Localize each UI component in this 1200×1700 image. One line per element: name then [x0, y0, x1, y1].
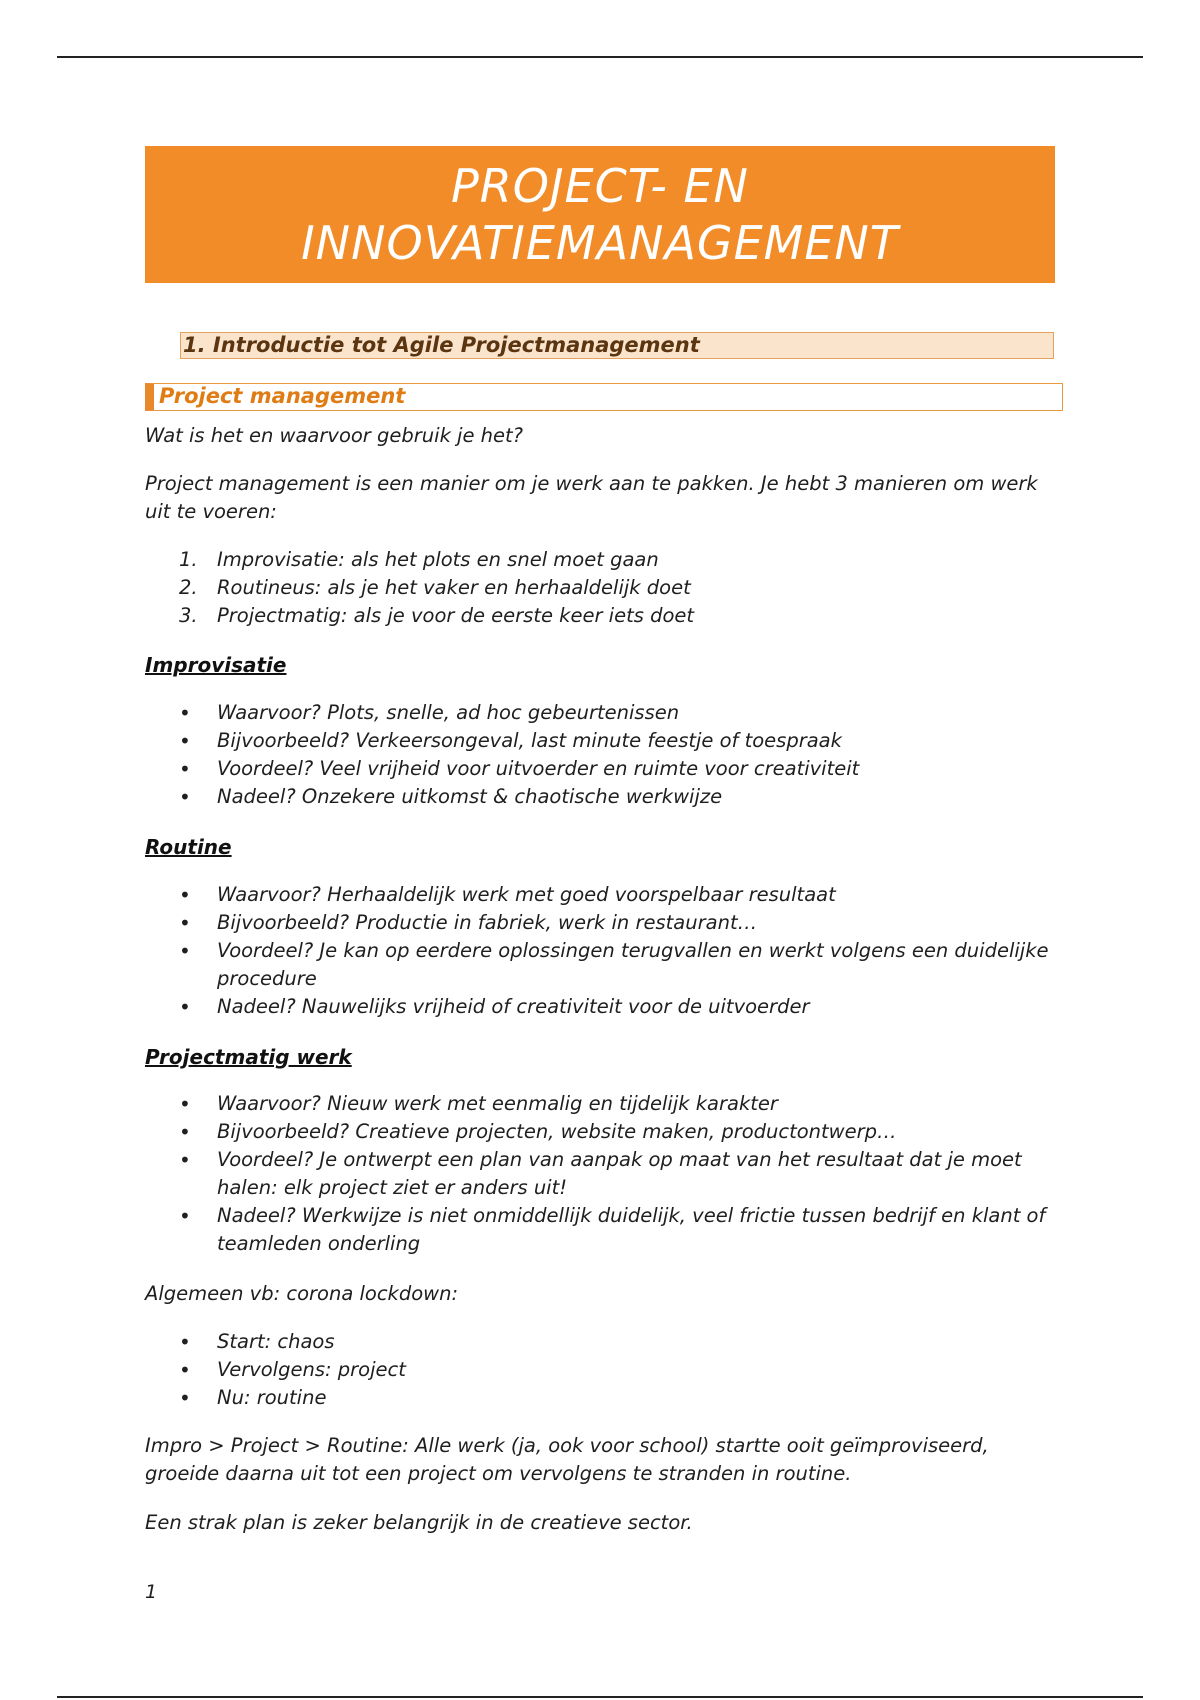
bullet-icon: •: [179, 1092, 191, 1116]
list-item-text: Waarvoor? Nieuw werk met eenmalig en tijdelijk karakter: [217, 1092, 778, 1115]
bullet-icon: •: [179, 883, 191, 907]
example-intro: Algemeen vb: corona lockdown:: [145, 1282, 459, 1305]
question-paragraph: Wat is het en waarvoor gebruik je het?: [145, 424, 524, 447]
list-item: [145, 1090, 1065, 1118]
list-item: [145, 699, 1065, 727]
list-item: [145, 1384, 1065, 1412]
bullet-icon: •: [179, 701, 191, 725]
list-item-text: Voordeel? Veel vrijheid voor uitvoerder en ruimte voor creativiteit: [217, 757, 860, 780]
list-item: [145, 1356, 1065, 1384]
list-item: [145, 602, 1065, 630]
list-number: 3.: [179, 604, 198, 627]
list-item: [145, 993, 1065, 1021]
list-item-text: Routineus: als je het vaker en herhaaldelijk doet: [217, 576, 691, 599]
bullet-icon: •: [179, 911, 191, 935]
bullet-icon: •: [179, 785, 191, 809]
list-item-text: Bijvoorbeeld? Creatieve projecten, website maken, productontwerp…: [217, 1120, 897, 1143]
list-item-text: Bijvoorbeeld? Verkeersongeval, last minute feestje of toespraak: [217, 729, 842, 752]
list-item-text: Nadeel? Werkwijze is niet onmiddellijk duidelijk, veel frictie tussen bedrijf en klant of teamleden onderling: [217, 1204, 1046, 1255]
list-item-text: Nadeel? Nauwelijks vrijheid of creativiteit voor de uitvoerder: [217, 995, 810, 1018]
intro-paragraph: Project management is een manier om je werk aan te pakken. Je hebt 3 manieren om werk uit te voeren:: [145, 472, 1038, 523]
list-item: [145, 909, 1065, 937]
bottom-rule: [57, 1696, 1143, 1698]
bullet-icon: •: [179, 1330, 191, 1354]
closing-paragraph: Een strak plan is zeker belangrijk in de creatieve sector.: [145, 1511, 693, 1534]
title-banner: [145, 146, 1055, 283]
page-number: 1: [145, 1581, 158, 1603]
title-line-2: INNOVATIEMANAGEMENT: [301, 215, 899, 270]
list-number: 2.: [179, 576, 198, 599]
list-item: [145, 1146, 1065, 1202]
list-item-text: Voordeel? Je kan op eerdere oplossingen terugvallen en werkt volgens een duidelijke procedure: [217, 939, 1049, 990]
improvisatie-list: [145, 699, 1065, 811]
bullet-icon: •: [179, 1148, 191, 1172]
chapter-heading: 1. Introductie tot Agile Projectmanagement: [180, 332, 1054, 359]
list-item: [145, 574, 1065, 602]
list-item: [145, 1328, 1065, 1356]
list-item: [145, 546, 1065, 574]
section-heading: Project management: [145, 383, 1063, 411]
list-item: [145, 937, 1065, 993]
bullet-icon: •: [179, 1386, 191, 1410]
list-item-text: Voordeel? Je ontwerpt een plan van aanpak op maat van het resultaat dat je moet halen: elk project ziet er anders uit!: [217, 1148, 1022, 1199]
bullet-icon: •: [179, 1204, 191, 1228]
list-item-text: Projectmatig: als je voor de eerste keer iets doet: [217, 604, 695, 627]
list-item: [145, 727, 1065, 755]
routine-list: [145, 881, 1065, 1021]
example-list: [145, 1328, 1065, 1412]
list-item-text: Nu: routine: [217, 1386, 327, 1409]
ways-list: [145, 546, 1065, 630]
list-item: [145, 881, 1065, 909]
list-item: [145, 783, 1065, 811]
top-rule: [57, 56, 1143, 58]
list-item-text: Improvisatie: als het plots en snel moet gaan: [217, 548, 659, 571]
list-item: [145, 755, 1065, 783]
conclusion-paragraph: Impro > Project > Routine: Alle werk (ja, ook voor school) startte ooit geïmproviseerd, groeide daarna uit tot een project om vervolgens te stranden in routine.: [145, 1434, 989, 1485]
routine-heading: Routine: [145, 835, 232, 859]
projectmatig-list: [145, 1090, 1065, 1258]
list-number: 1.: [179, 548, 198, 571]
bullet-icon: •: [179, 1120, 191, 1144]
list-item-text: Waarvoor? Plots, snelle, ad hoc gebeurtenissen: [217, 701, 680, 724]
list-item: [145, 1118, 1065, 1146]
bullet-icon: •: [179, 995, 191, 1019]
list-item-text: Start: chaos: [217, 1330, 335, 1353]
bullet-icon: •: [179, 729, 191, 753]
bullet-icon: •: [179, 939, 191, 963]
list-item-text: Vervolgens: project: [217, 1358, 406, 1381]
projectmatig-heading: Projectmatig werk: [145, 1045, 352, 1069]
list-item-text: Nadeel? Onzekere uitkomst & chaotische werkwijze: [217, 785, 723, 808]
bullet-icon: •: [179, 1358, 191, 1382]
list-item-text: Bijvoorbeeld? Productie in fabriek, werk in restaurant…: [217, 911, 758, 934]
list-item: [145, 1202, 1065, 1258]
title-line-1: PROJECT- EN: [451, 158, 749, 213]
list-item-text: Waarvoor? Herhaaldelijk werk met goed voorspelbaar resultaat: [217, 883, 836, 906]
improvisatie-heading: Improvisatie: [145, 653, 287, 677]
bullet-icon: •: [179, 757, 191, 781]
